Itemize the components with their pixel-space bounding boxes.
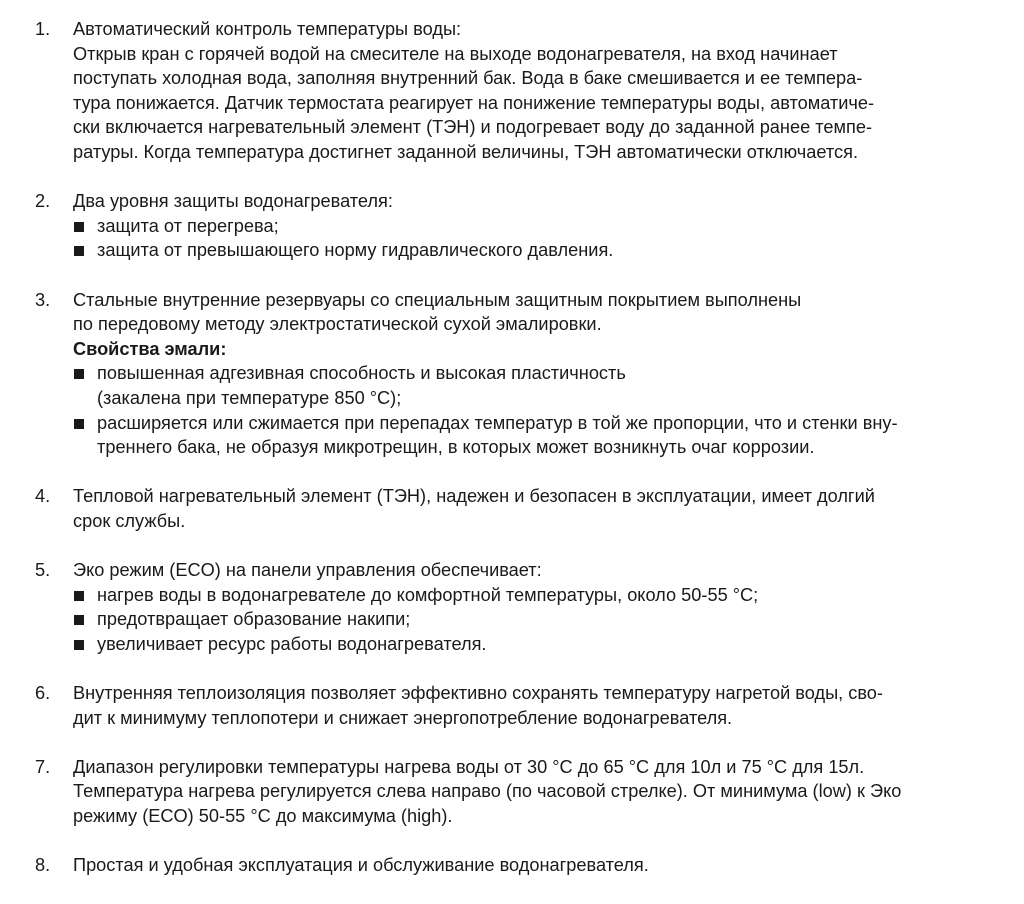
item-text-line: дит к минимуму теплопотери и снижает энергопотребление водонагревателя. bbox=[73, 707, 733, 728]
item-number: 6. bbox=[35, 683, 51, 704]
square-bullet-icon bbox=[74, 246, 84, 256]
item-text-line: Открыв кран с горячей водой на смесителе на выходе водонагревателя, на вход начинает bbox=[73, 43, 838, 64]
item-number: 5. bbox=[35, 560, 51, 581]
bullet-text-line: расширяется или сжимается при перепадах температур в той же пропорции, что и стенки вну- bbox=[97, 412, 898, 433]
list-item-7 bbox=[0, 755, 1024, 829]
bullet-text-line: защита от превышающего норму гидравлического давления. bbox=[97, 240, 614, 261]
item-text-line: ски включается нагревательный элемент (ТЭН) и подогревает воду до заданной ранее темпе- bbox=[73, 117, 873, 138]
bullet-text-line: предотвращает образование накипи; bbox=[97, 609, 411, 630]
bullet-point bbox=[73, 238, 1004, 263]
list-item-8 bbox=[0, 853, 1024, 878]
item-text-line: Тепловой нагревательный элемент (ТЭН), надежен и безопасен в эксплуатации, имеет долгий bbox=[73, 486, 875, 507]
square-bullet-icon bbox=[74, 369, 84, 379]
bullet-text-line: защита от перегрева; bbox=[97, 215, 279, 236]
bold-subheading: Свойства эмали: bbox=[73, 338, 227, 359]
item-number: 3. bbox=[35, 289, 51, 310]
bullet-point bbox=[73, 632, 1004, 657]
bullet-point bbox=[73, 583, 1004, 608]
bullet-text-line: увеличивает ресурс работы водонагревателя. bbox=[97, 633, 487, 654]
bullet-text-line: повышенная адгезивная способность и высокая пластичность bbox=[97, 363, 626, 384]
square-bullet-icon bbox=[74, 615, 84, 625]
list-item-1 bbox=[0, 17, 1024, 165]
item-text-line: режиму (ECO) 50-55 °C до максимума (high). bbox=[73, 806, 453, 826]
item-text-line: Автоматический контроль температуры воды: bbox=[73, 19, 462, 39]
bullet-point bbox=[73, 607, 1004, 632]
item-number: 4. bbox=[35, 486, 51, 507]
item-number: 7. bbox=[35, 756, 51, 777]
item-text-line: по передовому методу электростатической сухой эмалировки. bbox=[73, 314, 602, 335]
item-text-line: Диапазон регулировки температуры нагрева воды от 30 °C до 65 °C для 10л и 75 °C для 15л. bbox=[73, 756, 865, 777]
list-item-2 bbox=[0, 189, 1024, 263]
item-text-line: Два уровня защиты водонагревателя: bbox=[73, 191, 393, 212]
list-item-5 bbox=[0, 558, 1024, 656]
bullet-text-line: (закалена при температуре 850 °C); bbox=[97, 387, 402, 408]
item-text-line: Внутренняя теплоизоляция позволяет эффективно сохранять температуру нагретой воды, сво- bbox=[73, 683, 883, 704]
item-text-line: Простая и удобная эксплуатация и обслуживание водонагревателя. bbox=[73, 855, 649, 876]
item-text-line: Стальные внутренние резервуары со специальным защитным покрытием выполнены bbox=[73, 289, 802, 310]
bullet-point bbox=[73, 361, 1004, 410]
square-bullet-icon bbox=[74, 419, 84, 429]
item-number: 2. bbox=[35, 191, 51, 212]
square-bullet-icon bbox=[74, 591, 84, 601]
list-item-4 bbox=[0, 484, 1024, 533]
bullet-point bbox=[73, 411, 1004, 460]
square-bullet-icon bbox=[74, 640, 84, 650]
item-text-line: Эко режим (ECO) на панели управления обеспечивает: bbox=[73, 560, 542, 581]
item-text-line: поступать холодная вода, заполняя внутренний бак. Вода в баке смешивается и ее темпера- bbox=[73, 68, 863, 89]
list-item-3 bbox=[0, 288, 1024, 460]
item-text-line: срок службы. bbox=[73, 510, 186, 531]
bullet-point bbox=[73, 214, 1004, 239]
square-bullet-icon bbox=[74, 222, 84, 232]
list-item-6 bbox=[0, 681, 1024, 730]
item-number: 8. bbox=[35, 855, 51, 876]
item-text-line: тура понижается. Датчик термостата реагирует на понижение температуры воды, автоматиче- bbox=[73, 92, 875, 113]
item-text-line: Температура нагрева регулируется слева направо (по часовой стрелке). От минимума (low) к Эко bbox=[73, 781, 902, 802]
bullet-text-line: треннего бака, не образуя микротрещин, в которых может возникнуть очаг коррозии. bbox=[97, 437, 815, 458]
item-number: 1. bbox=[35, 19, 51, 39]
item-text-line: ратуры. Когда температура достигнет заданной величины, ТЭН автоматически отключается. bbox=[73, 141, 859, 162]
bullet-text-line: нагрев воды в водонагревателе до комфортной температуры, около 50-55 °C; bbox=[97, 584, 759, 605]
